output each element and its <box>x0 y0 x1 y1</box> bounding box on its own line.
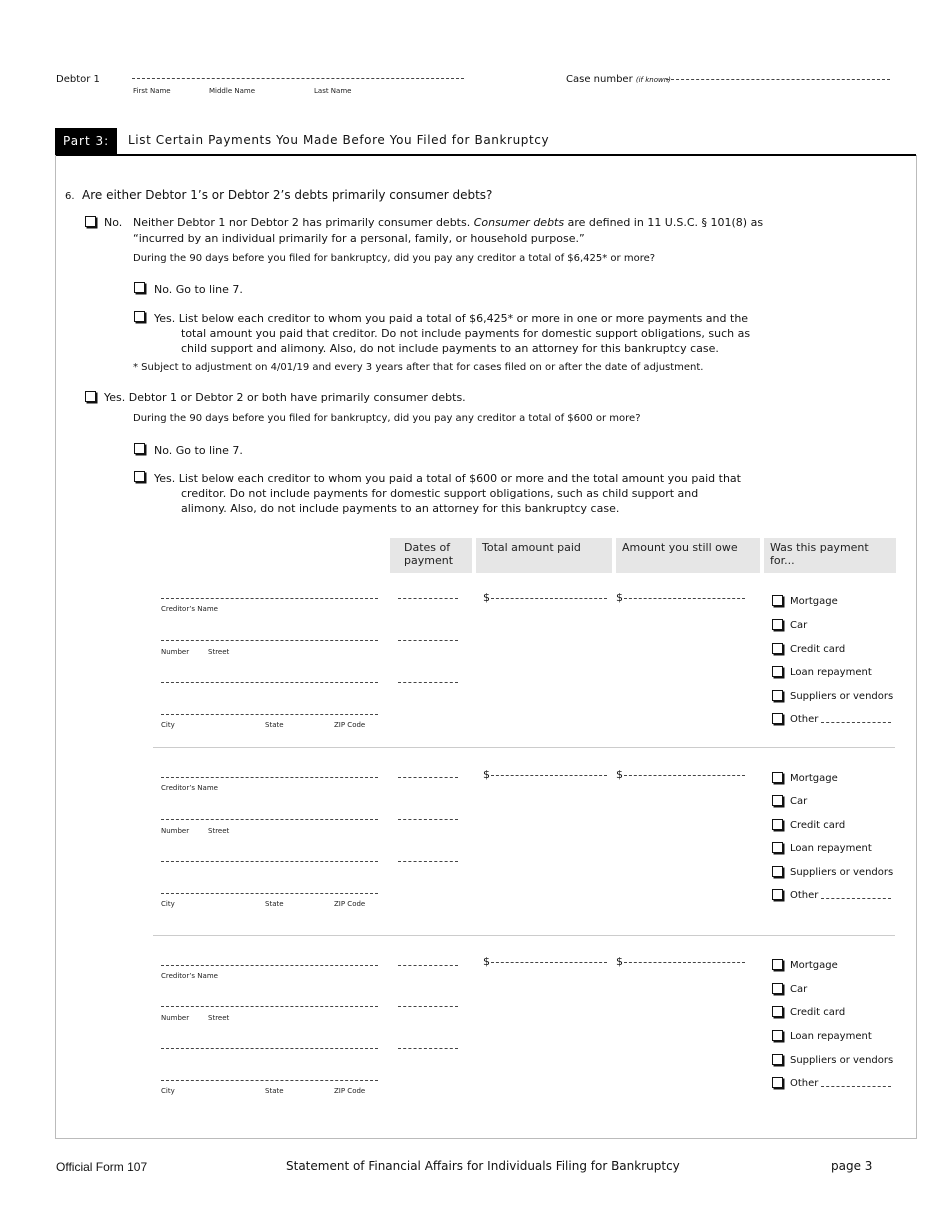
address-number-field[interactable] <box>161 819 378 820</box>
no-during-question: During the 90 days before you filed for bankruptcy, did you pay any creditor a total of $6,425* or more? <box>133 253 656 264</box>
debtor-label: Debtor 1 <box>56 74 100 85</box>
street-label: Street <box>208 1014 230 1022</box>
case-number-text: Case number <box>566 74 633 85</box>
car-label: Car <box>790 984 808 995</box>
payment-date-1-field[interactable] <box>398 598 458 599</box>
total-dollar-sign: $ <box>483 591 490 604</box>
city-field[interactable] <box>161 1080 378 1081</box>
car-checkbox[interactable] <box>772 795 783 806</box>
last-name-label: Last Name <box>314 87 352 95</box>
payment-date-1-field[interactable] <box>398 965 458 966</box>
amount-owed-field[interactable] <box>624 598 745 599</box>
creditor-name-label: Creditor’s Name <box>161 605 218 613</box>
creditor-name-field[interactable] <box>161 598 378 599</box>
payment-date-3-field[interactable] <box>398 861 458 862</box>
no-label: No. <box>104 216 123 229</box>
no-sub-no-label: No. Go to line 7. <box>154 283 243 296</box>
car-checkbox[interactable] <box>772 619 783 630</box>
city-label: City <box>161 721 175 729</box>
loan-repayment-label: Loan repayment <box>790 1031 872 1042</box>
city-field[interactable] <box>161 714 378 715</box>
suppliers-checkbox[interactable] <box>772 866 783 877</box>
row-divider <box>153 747 895 748</box>
consumer-debts-term: Consumer debts <box>473 216 565 229</box>
part-frame <box>55 155 917 1139</box>
mortgage-checkbox[interactable] <box>772 959 783 970</box>
city-field[interactable] <box>161 893 378 894</box>
footnote: * Subject to adjustment on 4/01/19 and every 3 years after that for cases filed on or after the date of adjustment. <box>133 362 704 373</box>
other-field[interactable] <box>821 1086 891 1087</box>
total-paid-field[interactable] <box>491 598 607 599</box>
no-description-quote: “incurred by an individual primarily for a personal, family, or household purpose.” <box>133 232 585 245</box>
footer-title: Statement of Financial Affairs for Individuals Filing for Bankruptcy <box>286 1159 680 1173</box>
number-label: Number <box>161 1014 190 1022</box>
creditor-name-label: Creditor’s Name <box>161 972 218 980</box>
state-label: State <box>265 721 284 729</box>
mortgage-checkbox[interactable] <box>772 772 783 783</box>
loan-repayment-label: Loan repayment <box>790 843 872 854</box>
owe-dollar-sign: $ <box>616 768 623 781</box>
owe-dollar-sign: $ <box>616 955 623 968</box>
no-sub-no-checkbox[interactable] <box>134 282 145 293</box>
suppliers-checkbox[interactable] <box>772 1054 783 1065</box>
question-text: Are either Debtor 1’s or Debtor 2’s debts primarily consumer debts? <box>82 188 493 202</box>
address-line2-field[interactable] <box>161 861 378 862</box>
total-dollar-sign: $ <box>483 768 490 781</box>
mortgage-label: Mortgage <box>790 596 838 607</box>
suppliers-checkbox[interactable] <box>772 690 783 701</box>
other-label: Other <box>790 714 819 725</box>
col-dates-header: Dates of payment <box>390 538 472 573</box>
number-label: Number <box>161 827 190 835</box>
yes-sub-yes-line2: creditor. Do not include payments for domestic support obligations, such as child support and <box>181 487 699 500</box>
total-dollar-sign: $ <box>483 955 490 968</box>
footer-form-number: Official Form 107 <box>56 1160 148 1174</box>
footer-page: page 3 <box>831 1159 873 1173</box>
question-number: 6. <box>65 191 75 202</box>
col-owe-header: Amount you still owe <box>616 538 760 573</box>
no-consumer-debts-checkbox[interactable] <box>85 216 96 227</box>
payment-date-2-field[interactable] <box>398 819 458 820</box>
mortgage-checkbox[interactable] <box>772 595 783 606</box>
other-checkbox[interactable] <box>772 1077 783 1088</box>
amount-owed-field[interactable] <box>624 775 745 776</box>
middle-name-label: Middle Name <box>209 87 255 95</box>
part-title: List Certain Payments You Made Before You Filed for Bankruptcy <box>128 133 550 147</box>
suppliers-label: Suppliers or vendors <box>790 867 894 878</box>
if-known-note: (if known) <box>635 76 671 84</box>
payment-date-2-field[interactable] <box>398 640 458 641</box>
suppliers-label: Suppliers or vendors <box>790 1055 894 1066</box>
yes-description: Yes. Debtor 1 or Debtor 2 or both have primarily consumer debts. <box>104 391 466 404</box>
city-label: City <box>161 900 175 908</box>
address-number-field[interactable] <box>161 1006 378 1007</box>
part-header <box>55 128 916 156</box>
payment-date-1-field[interactable] <box>398 777 458 778</box>
no-sub-yes-line1: Yes. List below each creditor to whom you paid a total of $6,425* or more in one or more payments and the <box>154 312 749 325</box>
loan-repayment-checkbox[interactable] <box>772 666 783 677</box>
part-label: Part 3: <box>55 128 117 154</box>
credit-card-checkbox[interactable] <box>772 1006 783 1017</box>
state-label: State <box>265 1087 284 1095</box>
zip-label: ZIP Code <box>334 1087 366 1095</box>
no-sub-yes-checkbox[interactable] <box>134 311 145 322</box>
owe-dollar-sign: $ <box>616 591 623 604</box>
payment-date-2-field[interactable] <box>398 1006 458 1007</box>
other-checkbox[interactable] <box>772 889 783 900</box>
credit-card-checkbox[interactable] <box>772 819 783 830</box>
loan-repayment-checkbox[interactable] <box>772 1030 783 1041</box>
case-number-field[interactable] <box>666 79 890 80</box>
yes-during-question: During the 90 days before you filed for bankruptcy, did you pay any creditor a total of $600 or more? <box>133 413 641 424</box>
yes-sub-no-label: No. Go to line 7. <box>154 444 243 457</box>
suppliers-label: Suppliers or vendors <box>790 691 894 702</box>
other-field[interactable] <box>821 898 891 899</box>
no-description-part2: are defined in 11 U.S.C. § 101(8) as <box>567 216 764 229</box>
creditor-name-field[interactable] <box>161 965 378 966</box>
mortgage-label: Mortgage <box>790 960 838 971</box>
credit-card-checkbox[interactable] <box>772 643 783 654</box>
first-name-label: First Name <box>133 87 171 95</box>
no-description-part1: Neither Debtor 1 nor Debtor 2 has primarily consumer debts. <box>133 216 471 229</box>
street-label: Street <box>208 827 230 835</box>
other-field[interactable] <box>821 722 891 723</box>
col-total-header: Total amount paid <box>476 538 612 573</box>
credit-card-label: Credit card <box>790 1007 846 1018</box>
yes-sub-yes-line1: Yes. List below each creditor to whom you paid a total of $600 or more and the total amount you paid that <box>154 472 741 485</box>
total-paid-field[interactable] <box>491 962 607 963</box>
other-label: Other <box>790 1078 819 1089</box>
car-label: Car <box>790 796 808 807</box>
city-label: City <box>161 1087 175 1095</box>
car-checkbox[interactable] <box>772 983 783 994</box>
row-divider <box>153 935 895 936</box>
yes-sub-yes-line3: alimony. Also, do not include payments to an attorney for this bankruptcy case. <box>181 502 620 515</box>
other-checkbox[interactable] <box>772 713 783 724</box>
address-number-field[interactable] <box>161 640 378 641</box>
loan-repayment-checkbox[interactable] <box>772 842 783 853</box>
payment-date-3-field[interactable] <box>398 682 458 683</box>
no-sub-yes-line2: total amount you paid that creditor. Do not include payments for domestic support obligations, such as <box>181 327 751 340</box>
amount-owed-field[interactable] <box>624 962 745 963</box>
no-description <box>133 216 763 229</box>
car-label: Car <box>790 620 808 631</box>
case-number-label <box>566 74 671 85</box>
street-label: Street <box>208 648 230 656</box>
state-label: State <box>265 900 284 908</box>
debtor-name-field[interactable] <box>132 78 464 79</box>
zip-label: ZIP Code <box>334 721 366 729</box>
creditor-name-label: Creditor’s Name <box>161 784 218 792</box>
number-label: Number <box>161 648 190 656</box>
no-sub-yes-line3: child support and alimony. Also, do not include payments to an attorney for this bankruptcy case. <box>181 342 719 355</box>
mortgage-label: Mortgage <box>790 773 838 784</box>
yes-sub-yes-checkbox[interactable] <box>134 471 145 482</box>
address-line2-field[interactable] <box>161 1048 378 1049</box>
yes-consumer-debts-checkbox[interactable] <box>85 391 96 402</box>
total-paid-field[interactable] <box>491 775 607 776</box>
credit-card-label: Credit card <box>790 820 846 831</box>
loan-repayment-label: Loan repayment <box>790 667 872 678</box>
address-line2-field[interactable] <box>161 682 378 683</box>
credit-card-label: Credit card <box>790 644 846 655</box>
zip-label: ZIP Code <box>334 900 366 908</box>
other-label: Other <box>790 890 819 901</box>
col-was-header: Was this payment for... <box>764 538 896 573</box>
creditor-name-field[interactable] <box>161 777 378 778</box>
payment-date-3-field[interactable] <box>398 1048 458 1049</box>
yes-sub-no-checkbox[interactable] <box>134 443 145 454</box>
